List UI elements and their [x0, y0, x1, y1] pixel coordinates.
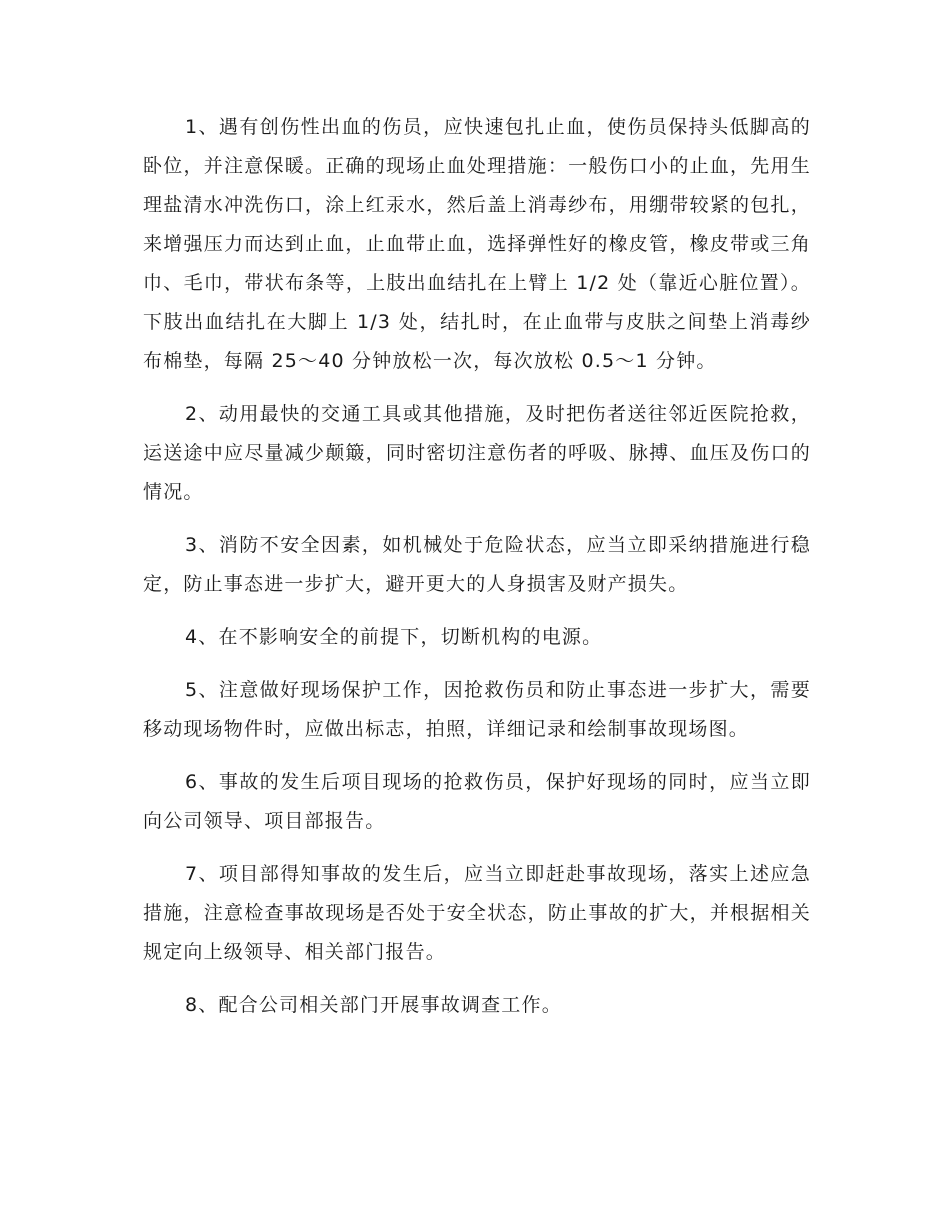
paragraph-4: 4、在不影响安全的前提下，切断机构的电源。	[185, 626, 603, 648]
paragraph-7: 7、项目部得知事故的发生后，应当立即赶赴事故现场，落实上述应急措施，注意检查事故现场是否处于安全状态，防止事故的扩大，并根据相关规定向上级领导、相关部门报告。	[143, 863, 811, 963]
paragraph-5: 5、注意做好现场保护工作，因抢救伤员和防止事态进一步扩大，需要移动现场物件时，应做出标志，拍照，详细记录和绘制事故现场图。	[143, 679, 811, 740]
paragraph-6: 6、事故的发生后项目现场的抢救伤员，保护好现场的同时，应当立即向公司领导、项目部报告。	[143, 771, 811, 832]
paragraph-8: 8、配合公司相关部门开展事故调查工作。	[185, 994, 562, 1016]
paragraph-1: 1、遇有创伤性出血的伤员，应快速包扎止血，使伤员保持头低脚高的卧位，并注意保暖。正确的现场止血处理措施：一般伤口小的止血，先用生理盐清水冲洗伤口，涂上红汞水，然后盖上消毒纱布，用绷带较紧的包扎，来增强压力而达到止血，止血带止血，选择弹性好的橡皮管，橡皮带或三角巾、毛巾，带状布条等，上肢出血结扎在上臂上 1/2 处（靠近心脏位置）。下肢出血结扎在大脚上 1/3 处，结扎时，在止血带与皮肤之间垫上消毒纱布棉垫，每隔 25～40 分钟放松一次，每次放松 0.5～1 分钟。	[143, 116, 811, 372]
document-body	[143, 108, 811, 1039]
paragraph-3: 3、消防不安全因素，如机械处于危险状态，应当立即采纳措施进行稳定，防止事态进一步扩大，避开更大的人身损害及财产损失。	[143, 534, 811, 595]
paragraph-2: 2、动用最快的交通工具或其他措施，及时把伤者送往邻近医院抢救，运送途中应尽量减少颠簸，同时密切注意伤者的呼吸、脉搏、血压及伤口的情况。	[143, 403, 811, 503]
